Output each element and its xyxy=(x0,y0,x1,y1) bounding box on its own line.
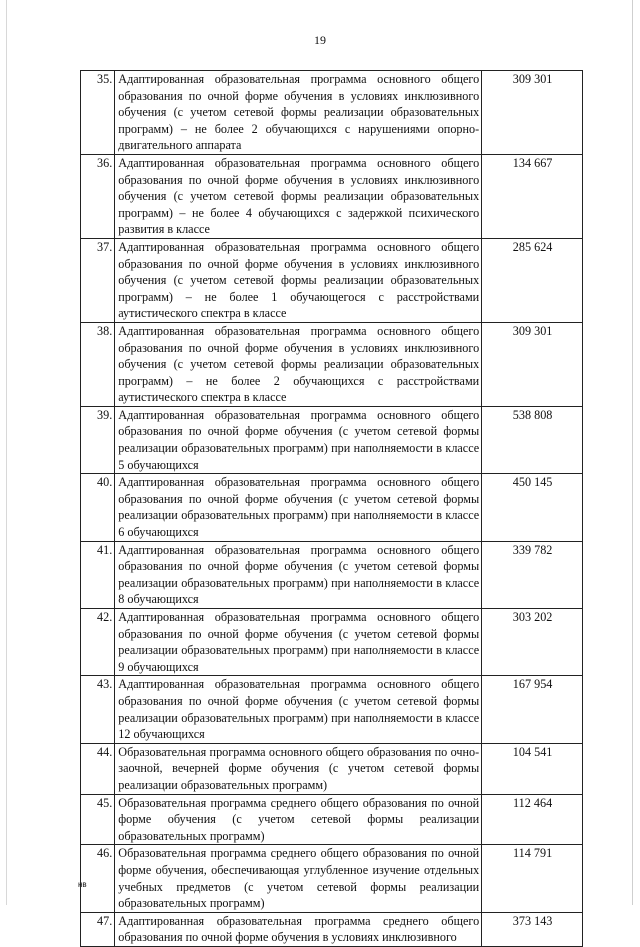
normative-cost-value: 450 145 xyxy=(482,474,583,541)
scan-edge-right xyxy=(632,0,633,905)
table-row xyxy=(81,794,583,845)
row-number: 44. xyxy=(81,743,115,794)
table-body xyxy=(81,71,583,947)
row-number: 42. xyxy=(81,609,115,676)
program-description: Адаптированная образовательная программа основного общего образования по очной форме обучения (с учетом сетевой формы реализации образовательных программ) при наполняемости в классе 6 обучающихся xyxy=(115,474,482,541)
row-number: 35. xyxy=(81,71,115,155)
tariff-table xyxy=(80,70,583,947)
table-row xyxy=(81,71,583,155)
program-description: Адаптированная образовательная программа основного общего образования по очной форме обучения (с учетом сетевой формы реализации образовательных программ) при наполняемости в классе 12 обучающихся xyxy=(115,676,482,743)
normative-cost-value: 309 301 xyxy=(482,71,583,155)
program-description: Образовательная программа среднего общего образования по очной форме обучения, обеспечивающая углубленное изучение отдельных учебных предметов (с учетом сетевой формы реализации образовательных программ) xyxy=(115,845,482,912)
normative-cost-value: 309 301 xyxy=(482,322,583,406)
program-description: Адаптированная образовательная программа основного общего образования по очной форме обучения (с учетом сетевой формы реализации образовательных программ) при наполняемости в классе 8 обучающихся xyxy=(115,541,482,608)
table-row xyxy=(81,743,583,794)
program-description: Адаптированная образовательная программа основного общего образования по очной форме обучения в условиях инклюзивного обучения (с учетом сетевой формы реализации образовательных программ) – не более 1 обучающегося с расстройствами аутистического спектра в классе xyxy=(115,238,482,322)
row-number: 46. xyxy=(81,845,115,912)
normative-cost-value: 303 202 xyxy=(482,609,583,676)
table-row xyxy=(81,238,583,322)
normative-cost-value: 538 808 xyxy=(482,406,583,473)
normative-cost-value: 167 954 xyxy=(482,676,583,743)
scan-edge-left xyxy=(6,0,7,905)
program-description: Адаптированная образовательная программа основного общего образования по очной форме обучения в условиях инклюзивного обучения (с учетом сетевой формы реализации образовательных программ) – не более 2 обучающихся с расстройствами аутистического спектра в классе xyxy=(115,322,482,406)
page-number: 19 xyxy=(314,33,326,47)
table-row xyxy=(81,845,583,912)
table-row xyxy=(81,322,583,406)
row-number: 41. xyxy=(81,541,115,608)
table-row xyxy=(81,912,583,946)
normative-cost-value: 134 667 xyxy=(482,154,583,238)
table-row xyxy=(81,474,583,541)
table-row xyxy=(81,154,583,238)
normative-cost-value: 339 782 xyxy=(482,541,583,608)
table-row xyxy=(81,609,583,676)
row-number: 47. xyxy=(81,912,115,946)
program-description: Адаптированная образовательная программа основного общего образования по очной форме обучения в условиях инклюзивного обучения (с учетом сетевой формы реализации образовательных программ) – не более 2 обучающихся с нарушениями опорно-двигательного аппарата xyxy=(115,71,482,155)
row-number: 40. xyxy=(81,474,115,541)
program-description: Адаптированная образовательная программа основного общего образования по очной форме обучения в условиях инклюзивного обучения (с учетом сетевой формы реализации образовательных программ) – не более 4 обучающихся с задержкой психического развития в классе xyxy=(115,154,482,238)
program-description: Образовательная программа основного общего образования по очно-заочной, вечерней форме обучения (с учетом сетевой формы реализации образовательных программ) xyxy=(115,743,482,794)
normative-cost-value: 285 624 xyxy=(482,238,583,322)
row-number: 37. xyxy=(81,238,115,322)
table-row xyxy=(81,406,583,473)
program-description: Адаптированная образовательная программа основного общего образования по очной форме обучения (с учетом сетевой формы реализации образовательных программ) при наполняемости в классе 9 обучающихся xyxy=(115,609,482,676)
footer-code: нв xyxy=(78,880,87,889)
program-description: Адаптированная образовательная программа среднего общего образования по очной форме обучения в условиях инклюзивного xyxy=(115,912,482,946)
table-row xyxy=(81,676,583,743)
normative-cost-value: 373 143 xyxy=(482,912,583,946)
normative-cost-value: 104 541 xyxy=(482,743,583,794)
program-description: Адаптированная образовательная программа основного общего образования по очной форме обучения (с учетом сетевой формы реализации образовательных программ) при наполняемости в классе 5 обучающихся xyxy=(115,406,482,473)
table-row xyxy=(81,541,583,608)
normative-cost-value: 114 791 xyxy=(482,845,583,912)
row-number: 36. xyxy=(81,154,115,238)
row-number: 39. xyxy=(81,406,115,473)
row-number: 38. xyxy=(81,322,115,406)
normative-cost-value: 112 464 xyxy=(482,794,583,845)
row-number: 43. xyxy=(81,676,115,743)
program-description: Образовательная программа среднего общего образования по очной форме обучения (с учетом сетевой формы реализации образовательных программ) xyxy=(115,794,482,845)
row-number: 45. xyxy=(81,794,115,845)
